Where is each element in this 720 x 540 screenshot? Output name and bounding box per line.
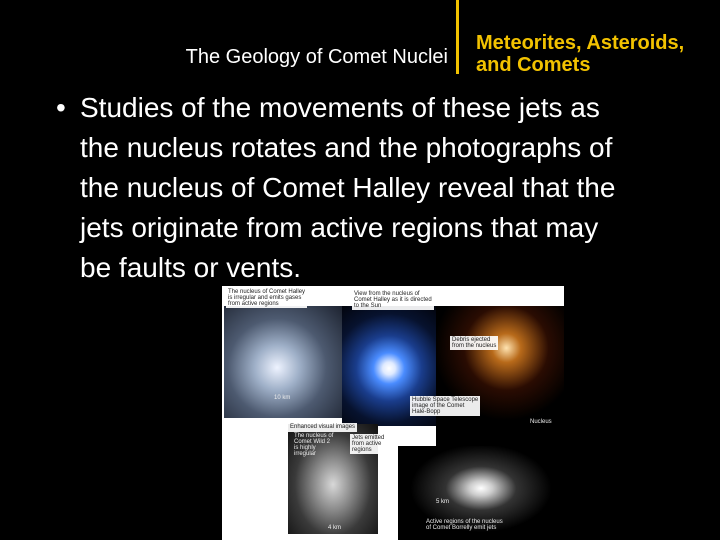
- caption-line: is highly: [294, 445, 316, 451]
- bullet-point: [56, 88, 706, 288]
- caption-line: Comet Halley as it is directed: [354, 297, 432, 303]
- caption-line: irregular: [294, 451, 317, 457]
- caption-jets: [350, 434, 386, 454]
- caption-line: The nucleus of: [294, 433, 334, 439]
- comet-nuclei-figure: [222, 286, 564, 540]
- bullet-line-1: Studies of the movements of these jets as: [80, 92, 600, 123]
- caption-scale-5km: 5 km: [436, 499, 450, 505]
- title-divider: [456, 0, 459, 74]
- caption-line: Comet Wild 2: [294, 439, 331, 445]
- caption-line: The nucleus of Comet Halley: [228, 289, 306, 295]
- bullet-line-3: the nucleus of Comet Halley reveal that the: [80, 172, 616, 203]
- caption-line: Active regions of the nucleus: [426, 519, 503, 525]
- caption-line: Hale-Bopp: [412, 409, 441, 415]
- bullet-marker: •: [56, 92, 66, 123]
- caption-nucleus: Nucleus: [530, 419, 552, 425]
- caption-line: is irregular and emits gases: [228, 295, 302, 301]
- caption-line: View from the nucleus of: [354, 291, 420, 297]
- caption-line: from the nucleus: [452, 343, 497, 349]
- slide-section-title: The Geology of Comet Nuclei: [185, 46, 448, 68]
- caption-line: Debris ejected: [452, 337, 491, 343]
- caption-line: from active: [352, 441, 382, 447]
- bullet-line-5: be faults or vents.: [80, 252, 302, 283]
- caption-enhanced: Enhanced visual images: [290, 424, 356, 430]
- caption-line: of Comet Borrelly emit jets: [426, 525, 497, 531]
- caption-line: image of the Comet: [412, 403, 465, 409]
- caption-scale-4km: 4 km: [328, 525, 342, 531]
- caption-line: to the Sun: [354, 303, 382, 309]
- caption-borrelly: [424, 518, 505, 532]
- caption-wild2: [292, 432, 335, 458]
- caption-debris: [450, 336, 498, 350]
- caption-hubble: [410, 396, 480, 416]
- caption-line: Jets emitted: [352, 435, 385, 441]
- chapter-title: [476, 32, 720, 76]
- caption-sun-view: [352, 290, 434, 310]
- caption-halley: [226, 288, 307, 308]
- chapter-title-line-1: Meteorites, Asteroids,: [476, 32, 685, 54]
- bullet-line-4: jets originate from active regions that may: [80, 212, 599, 243]
- caption-scale-10km: 10 km: [274, 395, 291, 401]
- caption-line: from active regions: [228, 301, 279, 307]
- chapter-title-line-2: and Comets: [476, 54, 591, 76]
- caption-line: regions: [352, 447, 372, 453]
- bullet-text: [80, 88, 706, 288]
- caption-line: Hubble Space Telescope: [412, 397, 479, 403]
- bullet-line-2: the nucleus rotates and the photographs of: [80, 132, 613, 163]
